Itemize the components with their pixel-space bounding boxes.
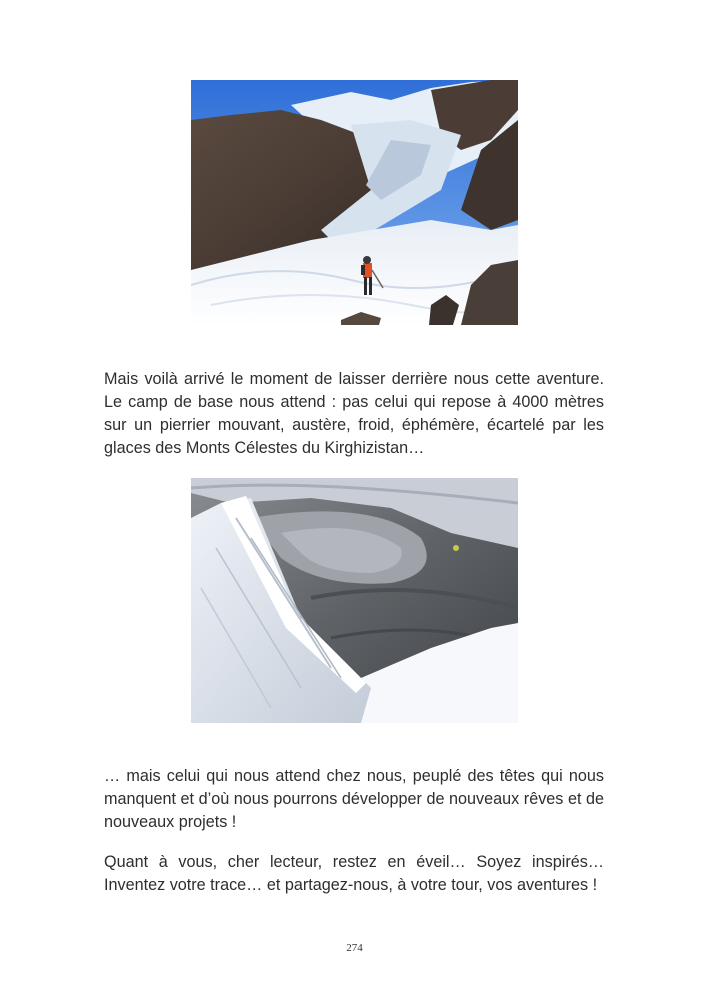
paragraph-home: … mais celui qui nous attend chez nous, peuplé des têtes qui nous manquent et d’où nous pourrons développer de nouveaux rêves et de nouveaux projets ! [104,767,604,831]
glacier-climber-illustration [191,80,518,325]
ice-serac-photo [191,478,518,723]
paragraph-reader: Quant à vous, cher lecteur, restez en éveil… Soyez inspirés… Inventez votre trace… et partagez-nous, à votre tour, vos aventures ! [104,853,604,894]
glacier-climber-photo [191,80,518,325]
paragraph-farewell: Mais voilà arrivé le moment de laisser derrière nous cette aventure. Le camp de base nous attend : pas celui qui repose à 4000 mètres sur un pierrier mouvant, austère, froid, éphémère, écartelé par les glaces des Monts Célestes du Kirghizistan… [104,370,604,457]
ice-serac-illustration [191,478,518,723]
page-number: 274 [346,942,363,954]
